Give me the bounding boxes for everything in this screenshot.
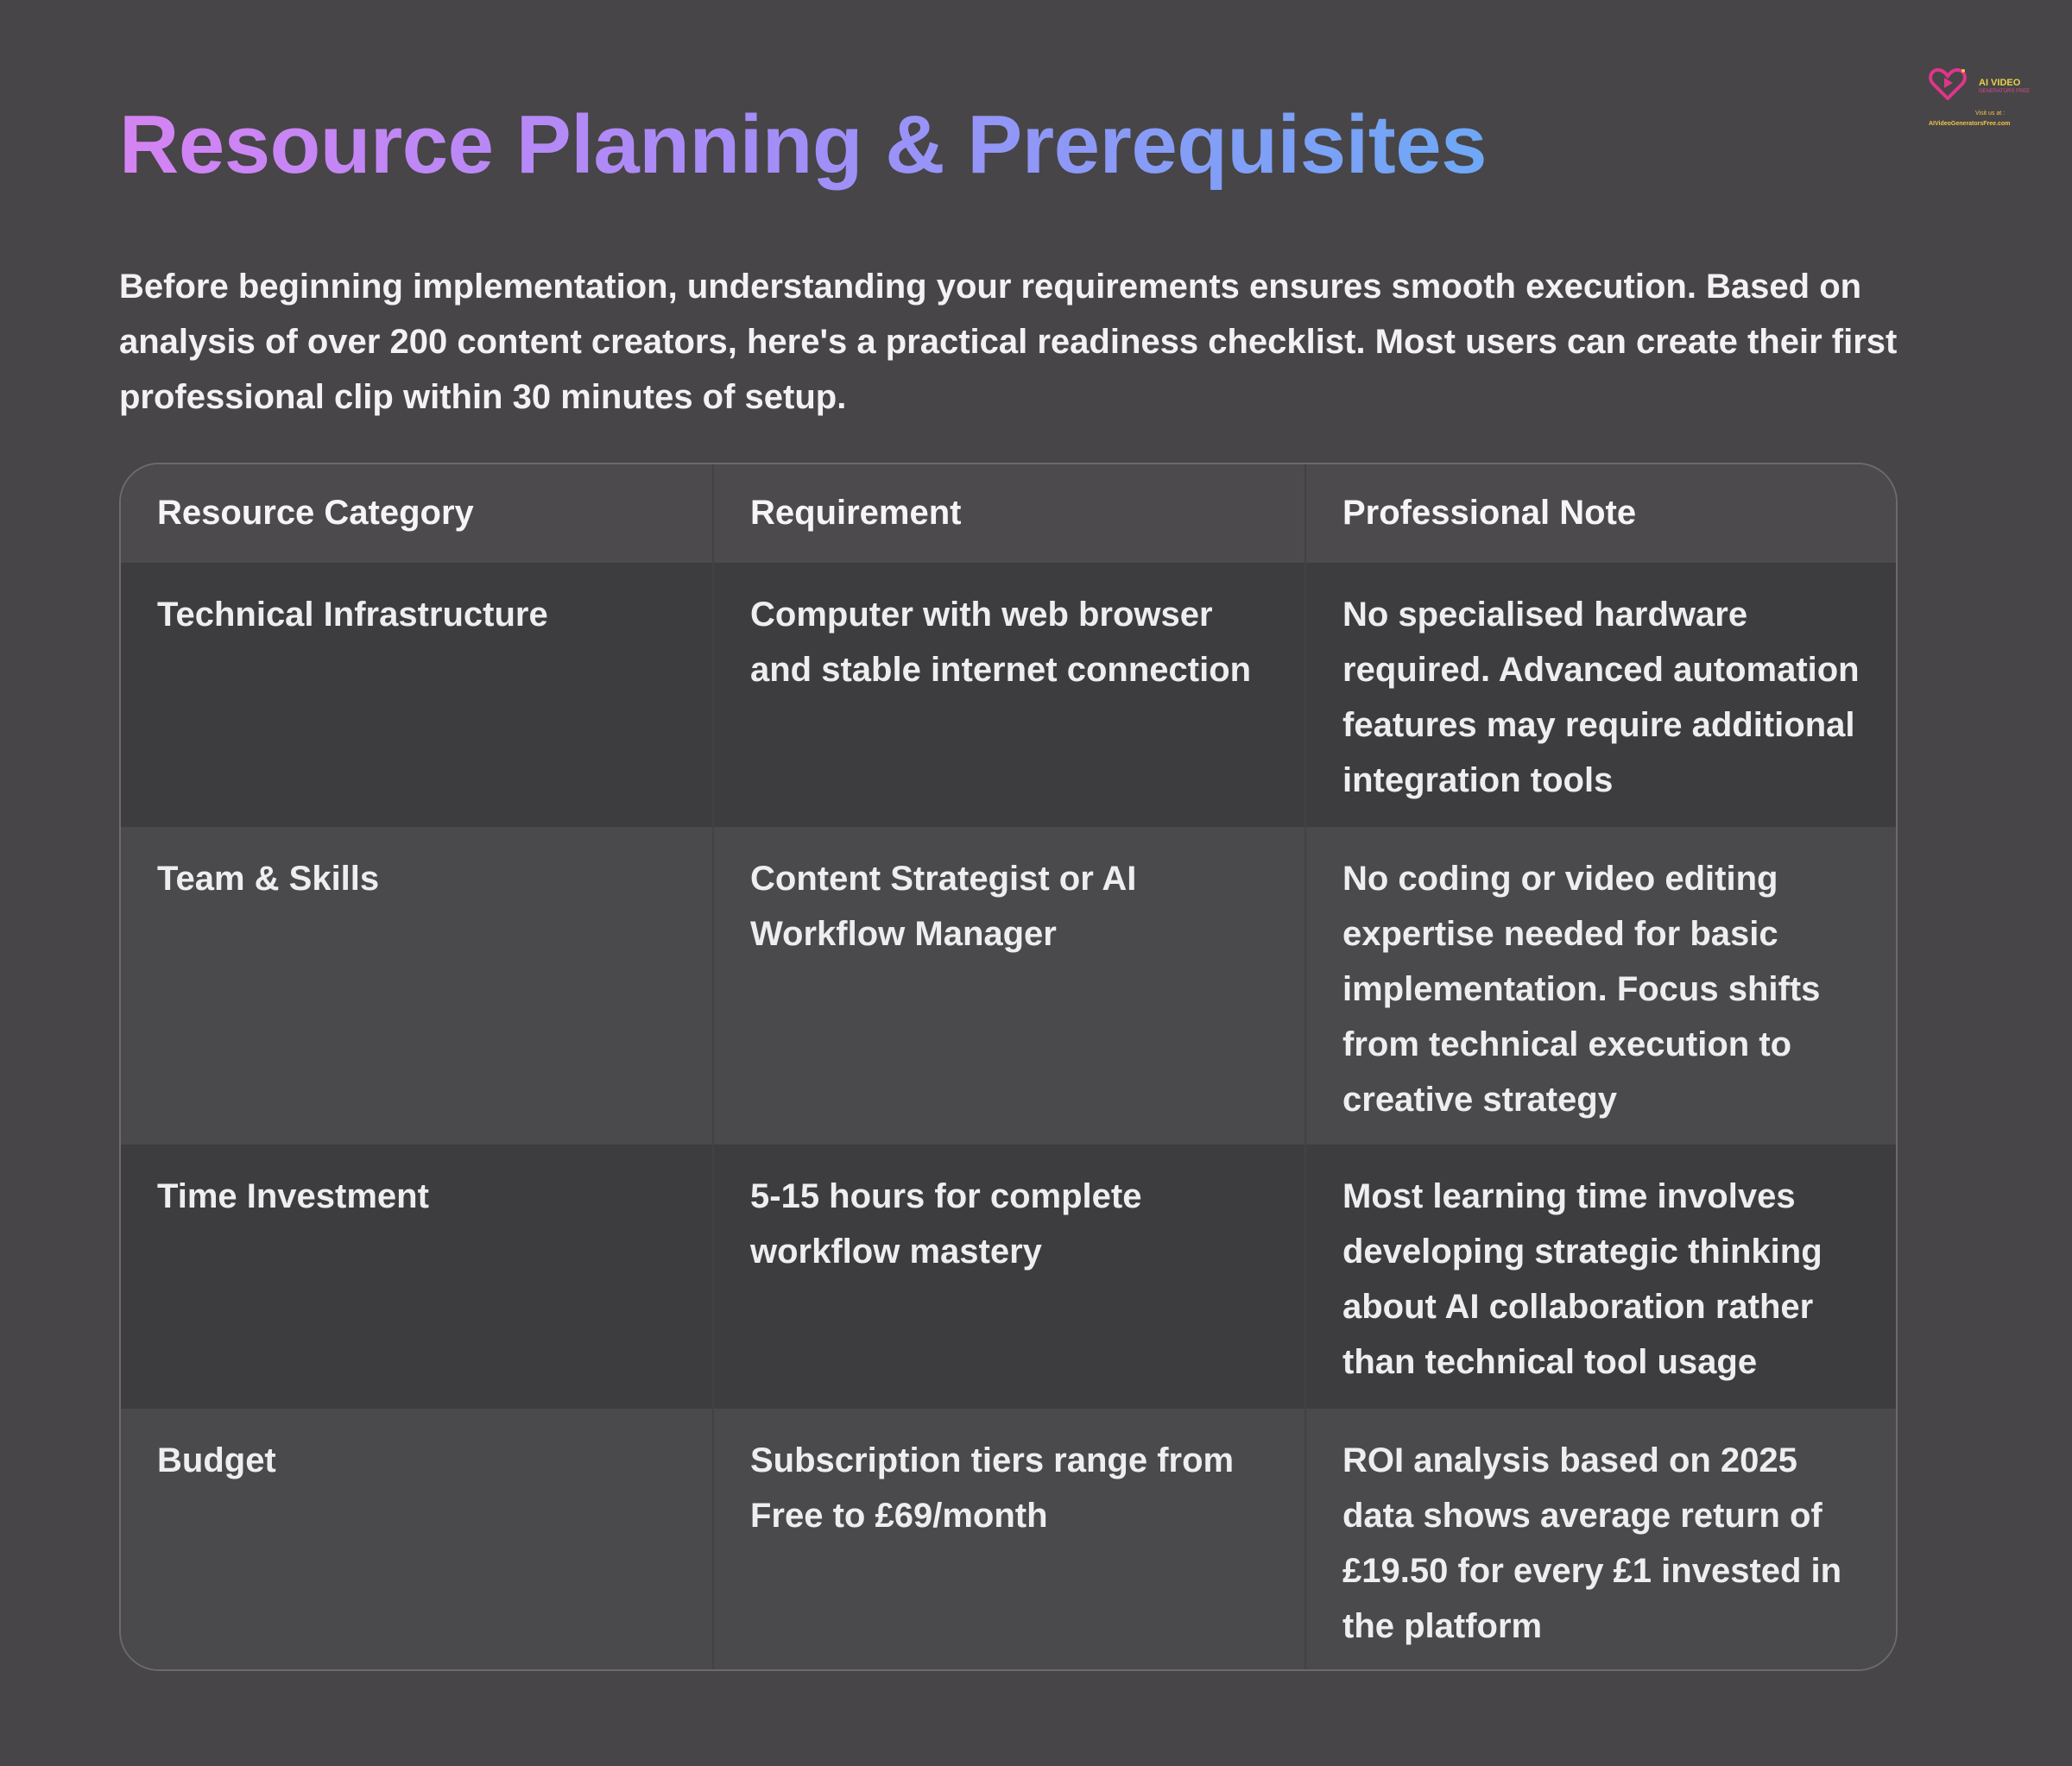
table-row xyxy=(121,563,1896,827)
logo-visit: Visit us at : xyxy=(1975,110,2006,117)
page-title: Resource Planning & Prerequisites xyxy=(119,93,1487,197)
logo-brand: AI VIDEO xyxy=(1979,78,2021,88)
play-heart-icon xyxy=(1929,67,1967,100)
cell-note: Most learning time involves developing strategic thinking about AI collaboration rather than technical tool usage xyxy=(1342,1177,1822,1381)
cell-category: Time Investment xyxy=(121,1145,713,1409)
table-header-row xyxy=(121,464,1896,563)
intro-paragraph: Before beginning implementation, understanding your requirements ensures smooth execution. Based on analysis of over 200 content creators, here's a practical readiness checklist. Most users can create their first professional clip within 30 minutes of setup. xyxy=(119,268,1898,416)
requirements-table xyxy=(119,463,1898,1671)
cell-requirement: 5-15 hours for complete workflow mastery xyxy=(713,1145,1305,1409)
table-row xyxy=(121,827,1896,1145)
cell-note: No coding or video editing expertise needed for basic implementation. Focus shifts from technical execution to creative strategy xyxy=(1342,860,1821,1119)
cell-category: Budget xyxy=(121,1409,713,1671)
cell-requirement: Subscription tiers range from Free to £69/month xyxy=(713,1409,1305,1671)
table-row xyxy=(121,1409,1896,1671)
table-row xyxy=(121,1145,1896,1409)
cell-category: Team & Skills xyxy=(121,827,713,1145)
logo-brand-sub: GENERATORS FREE xyxy=(1979,89,2031,94)
cell-requirement: Content Strategist or AI Workflow Manager xyxy=(713,827,1305,1145)
logo-url[interactable]: AIVideoGeneratorsFree.com xyxy=(1929,121,2011,127)
cell-note: No specialised hardware required. Advanced automation features may require additional integration tools xyxy=(1342,596,1860,799)
brand-logo[interactable] xyxy=(1925,62,2046,136)
cell-requirement: Computer with web browser and stable internet connection xyxy=(713,563,1305,827)
cell-category: Technical Infrastructure xyxy=(121,563,713,827)
cell-note: ROI analysis based on 2025 data shows average return of £19.50 for every £1 invested in the platform xyxy=(1342,1441,1842,1645)
header-resource-category: Resource Category xyxy=(121,464,713,563)
header-professional-note: Professional Note xyxy=(1342,494,1637,532)
header-requirement: Requirement xyxy=(713,464,1305,563)
